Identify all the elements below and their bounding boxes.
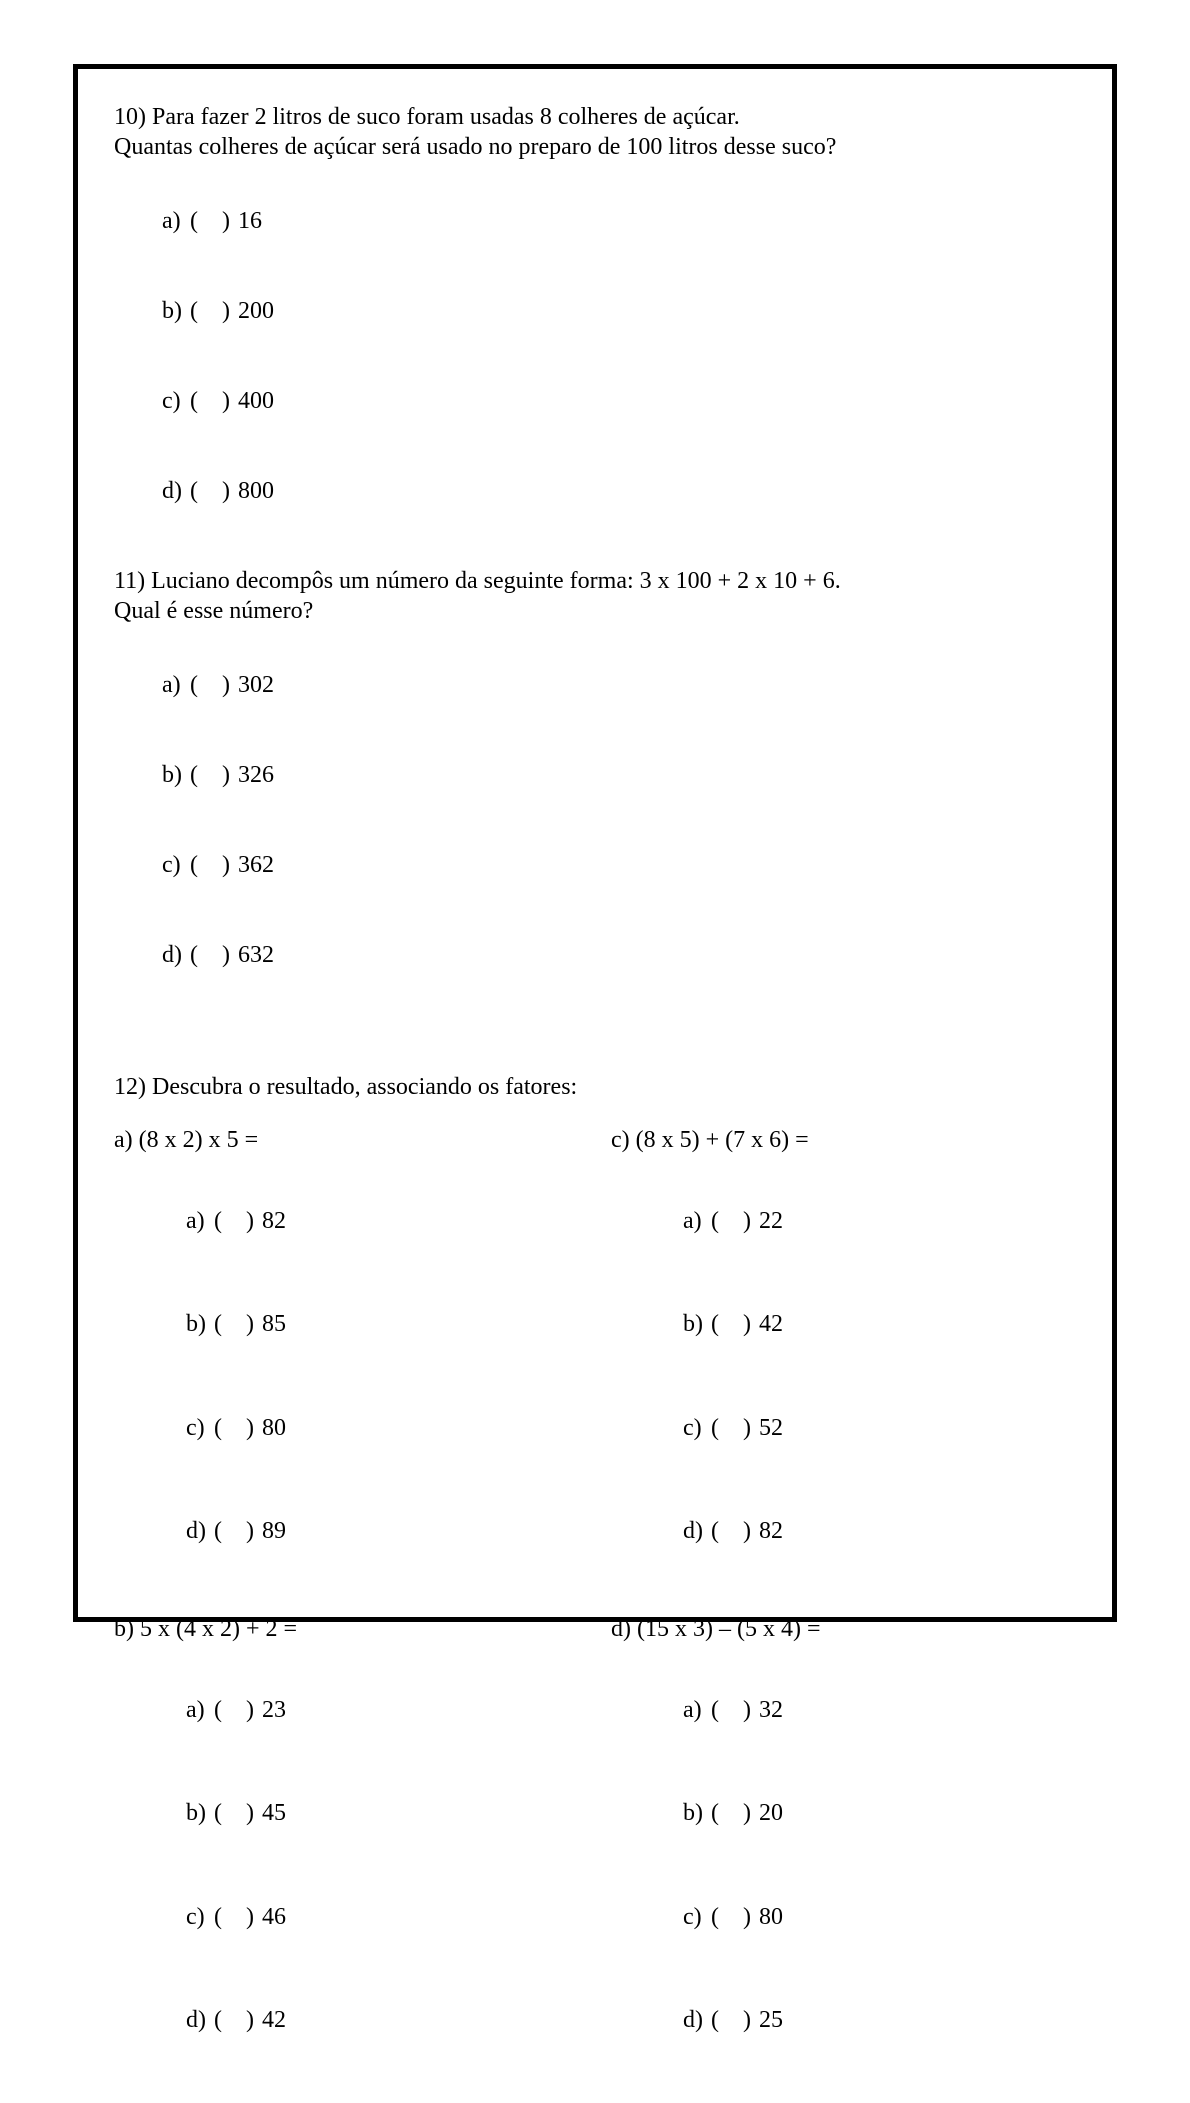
subquestion-d — [611, 1614, 1094, 2072]
option-letter: a) — [162, 672, 181, 698]
option-letter: d) — [683, 2007, 703, 2033]
option-value: 82 — [262, 1207, 286, 1234]
answer-checkbox[interactable]: ( ) — [190, 672, 230, 698]
question-11-line-1: 11) Luciano decompôs um número da seguinte forma: 3 x 100 + 2 x 10 + 6. — [114, 568, 841, 594]
answer-checkbox[interactable]: ( ) — [711, 1414, 751, 1441]
option-letter: c) — [162, 852, 181, 878]
option-row[interactable] — [611, 1762, 1094, 1866]
option-row[interactable] — [114, 1480, 611, 1584]
answer-checkbox[interactable]: ( ) — [711, 1800, 751, 1826]
answer-checkbox[interactable]: ( ) — [214, 1800, 254, 1826]
option-value: 302 — [238, 672, 274, 698]
option-letter: d) — [186, 1518, 206, 1544]
option-letter: d) — [186, 2007, 206, 2033]
option-row[interactable] — [114, 1169, 611, 1273]
option-letter: a) — [162, 208, 181, 234]
question-10-line-1: 10) Para fazer 2 litros de suco foram usadas 8 colheres de açúcar. — [114, 104, 740, 130]
question-10 — [114, 102, 1094, 536]
option-row[interactable] — [611, 1169, 1094, 1273]
option-row[interactable] — [114, 640, 1094, 730]
answer-checkbox[interactable]: ( ) — [214, 1903, 254, 1930]
answer-checkbox[interactable]: ( ) — [711, 1903, 751, 1930]
option-letter: a) — [186, 1696, 205, 1723]
subquestion-options — [114, 1169, 611, 1583]
subquestion-a — [114, 1125, 611, 1583]
subquestion-options — [114, 1658, 611, 2072]
option-value: 632 — [238, 942, 274, 968]
answer-checkbox[interactable]: ( ) — [190, 942, 230, 968]
option-letter: d) — [162, 942, 182, 968]
option-value: 400 — [238, 388, 274, 414]
answer-checkbox[interactable]: ( ) — [214, 1696, 254, 1723]
question-11-line-2: Qual é esse número? — [114, 598, 314, 624]
subquestion-expression: a) (8 x 2) x 5 = — [114, 1127, 259, 1153]
answer-checkbox[interactable]: ( ) — [190, 478, 230, 504]
subquestion-expression: b) 5 x (4 x 2) + 2 = — [114, 1616, 298, 1642]
option-value: 46 — [262, 1903, 286, 1930]
question-12-subquestions — [114, 1125, 1094, 2103]
answer-checkbox[interactable]: ( ) — [711, 1311, 751, 1337]
option-row[interactable] — [114, 730, 1094, 820]
question-10-options — [114, 176, 1094, 536]
answer-checkbox[interactable]: ( ) — [190, 762, 230, 788]
option-value: 45 — [262, 1800, 286, 1826]
option-row[interactable] — [611, 1658, 1094, 1762]
worksheet-content — [114, 102, 1094, 2103]
option-letter: b) — [683, 1311, 703, 1337]
answer-checkbox[interactable]: ( ) — [711, 1518, 751, 1544]
option-row[interactable] — [611, 1376, 1094, 1480]
option-row[interactable] — [114, 356, 1094, 446]
option-letter: c) — [683, 1414, 702, 1441]
subquestion-expression: d) (15 x 3) – (5 x 4) = — [611, 1616, 821, 1642]
option-value: 20 — [759, 1800, 783, 1826]
option-row[interactable] — [114, 1273, 611, 1377]
subquestion-c — [611, 1125, 1094, 1583]
answer-checkbox[interactable]: ( ) — [190, 852, 230, 878]
option-row[interactable] — [114, 266, 1094, 356]
option-row[interactable] — [114, 1762, 611, 1866]
option-value: 326 — [238, 762, 274, 788]
answer-checkbox[interactable]: ( ) — [190, 388, 230, 414]
option-letter: b) — [186, 1800, 206, 1826]
option-letter: a) — [186, 1207, 205, 1234]
option-letter: c) — [683, 1903, 702, 1930]
answer-checkbox[interactable]: ( ) — [190, 298, 230, 324]
question-11 — [114, 566, 1094, 1000]
question-10-line-2: Quantas colheres de açúcar será usado no preparo de 100 litros desse suco? — [114, 134, 837, 160]
answer-checkbox[interactable]: ( ) — [711, 2007, 751, 2033]
option-row[interactable] — [114, 176, 1094, 266]
option-value: 22 — [759, 1207, 783, 1234]
option-value: 200 — [238, 298, 274, 324]
option-row[interactable] — [611, 1480, 1094, 1584]
option-value: 85 — [262, 1311, 286, 1337]
option-letter: b) — [162, 298, 182, 324]
option-letter: c) — [186, 1903, 205, 1930]
option-row[interactable] — [114, 910, 1094, 1000]
question-12-prompt: 12) Descubra o resultado, associando os fatores: — [114, 1074, 578, 1100]
option-row[interactable] — [114, 1969, 611, 2073]
answer-checkbox[interactable]: ( ) — [214, 1207, 254, 1234]
option-value: 42 — [262, 2007, 286, 2033]
option-value: 80 — [759, 1903, 783, 1930]
option-letter: c) — [186, 1414, 205, 1441]
answer-checkbox[interactable]: ( ) — [711, 1207, 751, 1234]
option-letter: d) — [162, 478, 182, 504]
answer-checkbox[interactable]: ( ) — [214, 2007, 254, 2033]
option-row[interactable] — [611, 1969, 1094, 2073]
subquestion-b — [114, 1614, 611, 2072]
option-row[interactable] — [114, 1376, 611, 1480]
question-12 — [114, 1072, 1094, 2103]
option-letter: b) — [186, 1311, 206, 1337]
option-value: 80 — [262, 1414, 286, 1441]
answer-checkbox[interactable]: ( ) — [214, 1311, 254, 1337]
option-value: 89 — [262, 1518, 286, 1544]
answer-checkbox[interactable]: ( ) — [711, 1696, 751, 1723]
option-value: 82 — [759, 1518, 783, 1544]
option-letter: b) — [683, 1800, 703, 1826]
option-value: 25 — [759, 2007, 783, 2033]
option-row[interactable] — [611, 1865, 1094, 1969]
option-row[interactable] — [114, 1865, 611, 1969]
subquestion-options — [611, 1658, 1094, 2072]
option-value: 16 — [238, 208, 262, 234]
option-value: 32 — [759, 1696, 783, 1723]
option-row[interactable] — [114, 1658, 611, 1762]
question-10-text — [114, 102, 1094, 162]
option-value: 362 — [238, 852, 274, 878]
question-11-text — [114, 566, 1094, 626]
option-row[interactable] — [114, 820, 1094, 910]
option-value: 23 — [262, 1696, 286, 1723]
option-row[interactable] — [114, 446, 1094, 536]
option-value: 42 — [759, 1311, 783, 1337]
option-row[interactable] — [611, 1273, 1094, 1377]
answer-checkbox[interactable]: ( ) — [214, 1518, 254, 1544]
option-value: 800 — [238, 478, 274, 504]
subquestion-expression: c) (8 x 5) + (7 x 6) = — [611, 1127, 809, 1153]
option-value: 52 — [759, 1414, 783, 1441]
option-letter: b) — [162, 762, 182, 788]
question-11-options — [114, 640, 1094, 1000]
option-letter: c) — [162, 388, 181, 414]
option-letter: d) — [683, 1518, 703, 1544]
answer-checkbox[interactable]: ( ) — [190, 208, 230, 234]
option-letter: a) — [683, 1207, 702, 1234]
subquestion-options — [611, 1169, 1094, 1583]
option-letter: a) — [683, 1696, 702, 1723]
answer-checkbox[interactable]: ( ) — [214, 1414, 254, 1441]
